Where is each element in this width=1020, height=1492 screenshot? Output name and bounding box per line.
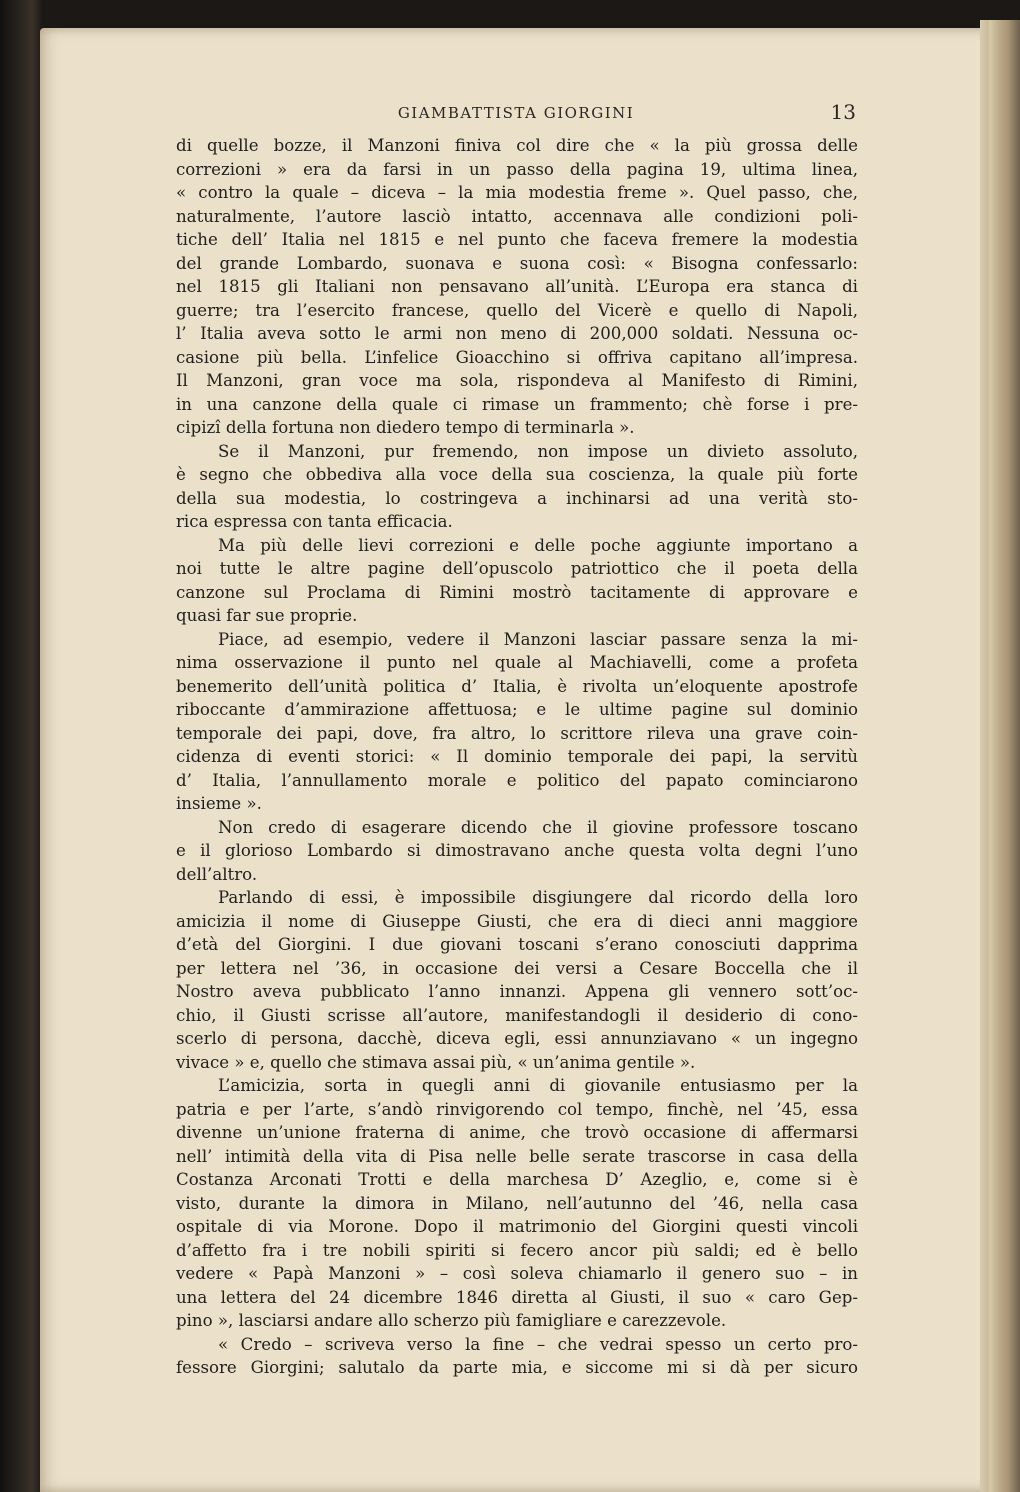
text-line: fessore Giorgini; salutalo da parte mia, e siccome mi si dà per sicuro bbox=[176, 1358, 858, 1377]
text-line: guerre; tra l’esercito francese, quello del Vicerè e quello di Napoli, bbox=[176, 300, 858, 320]
text-line: della sua modestia, lo costringeva a inchinarsi ad una verità sto- bbox=[176, 488, 858, 508]
text-line: l’ Italia aveva sotto le armi non meno di 200,000 soldati. Nessuna oc- bbox=[176, 324, 858, 343]
text-line: canzone sul Proclama di Rimini mostrò tacitamente di approvare e bbox=[176, 582, 858, 602]
text-line: divenne un’unione fraterna di anime, che trovò occasione di affermarsi bbox=[176, 1123, 858, 1142]
text-line: cipizî della fortuna non diedero tempo di terminarla ». bbox=[176, 418, 635, 437]
text-line: vedere « Papà Manzoni » – così soleva chiamarlo il genero suo – in bbox=[176, 1264, 858, 1283]
text-line: Nostro aveva pubblicato l’anno innanzi. Appena gli vennero sott’oc- bbox=[176, 982, 858, 1001]
text-line: naturalmente, l’autore lasciò intatto, accennava alle condizioni poli- bbox=[176, 206, 858, 226]
text-line: per lettera nel ’36, in occasione dei versi a Cesare Boccella che il bbox=[176, 958, 858, 978]
text-line: Piace, ad esempio, vedere il Manzoni lasciar passare senza la mi- bbox=[218, 629, 858, 649]
text-line: noi tutte le altre pagine dell’opuscolo patriottico che il poeta della bbox=[176, 559, 858, 578]
running-title: GIAMBATTISTA GIORGINI bbox=[397, 104, 635, 122]
text-line: correzioni » era da farsi in un passo della pagina 19, ultima linea, bbox=[176, 159, 858, 179]
page-edge-stack bbox=[980, 20, 1020, 1492]
text-line: temporale dei papi, dove, fra altro, lo scrittore rileva una grave coin- bbox=[176, 723, 858, 743]
text-line: nell’ intimità della vita di Pisa nelle belle serate trascorse in casa della bbox=[176, 1146, 858, 1166]
text-line: Se il Manzoni, pur fremendo, non impose un divieto assoluto, bbox=[218, 441, 858, 461]
text-line: riboccante d’ammirazione affettuosa; e le ultime pagine sul dominio bbox=[176, 700, 858, 719]
text-line: rica espressa con tanta efficacia. bbox=[176, 512, 453, 531]
text-line: insieme ». bbox=[176, 794, 262, 813]
text-line: Costanza Arconati Trotti e della marchesa D’ Azeglio, e, come si è bbox=[176, 1170, 858, 1189]
text-line: patria e per l’arte, s’andò rinvigorendo col tempo, finchè, nel ’45, essa bbox=[176, 1099, 858, 1119]
text-line: tiche dell’ Italia nel 1815 e nel punto che faceva fremere la modestia bbox=[176, 230, 858, 249]
text-line: del grande Lombardo, suonava e suona così: « Bisogna confessarlo: bbox=[176, 253, 858, 273]
text-line: chio, il Giusti scrisse all’autore, manifestandogli il desiderio di cono- bbox=[176, 1005, 858, 1025]
text-line: d’età del Giorgini. I due giovani toscani s’erano conosciuti dapprima bbox=[176, 935, 858, 954]
text-line: nima osservazione il punto nel quale al Machiavelli, come a profeta bbox=[176, 653, 858, 672]
text-line: « contro la quale – diceva – la mia modestia freme ». Quel passo, che, bbox=[176, 183, 858, 202]
text-line: pino », lasciarsi andare allo scherzo più famigliare e carezzevole. bbox=[176, 1311, 727, 1330]
text-line: Parlando di essi, è impossibile disgiungere dal ricordo della loro bbox=[218, 888, 858, 907]
text-line: benemerito dell’unità politica d’ Italia, è rivolta un’eloquente apostrofe bbox=[176, 676, 858, 696]
text-line: nel 1815 gli Italiani non pensavano all’unità. L’Europa era stanca di bbox=[176, 277, 858, 296]
text-line: di quelle bozze, il Manzoni finiva col dire che « la più grossa delle bbox=[176, 136, 858, 155]
page-header bbox=[176, 100, 856, 130]
text-line: ospitale di via Morone. Dopo il matrimonio del Giorgini questi vincoli bbox=[176, 1217, 858, 1236]
page-number: 13 bbox=[830, 100, 856, 124]
text-line: d’ Italia, l’annullamento morale e politico del papato cominciarono bbox=[176, 770, 858, 790]
text-line: L’amicizia, sorta in quegli anni di giovanile entusiasmo per la bbox=[218, 1076, 858, 1095]
text-line: amicizia il nome di Giuseppe Giusti, che era di dieci anni maggiore bbox=[176, 911, 858, 931]
text-line: scerlo di persona, dacchè, diceva egli, essi annunziavano « un ingegno bbox=[176, 1029, 858, 1048]
text-line: è segno che obbediva alla voce della sua coscienza, la quale più forte bbox=[176, 465, 858, 484]
text-line: e il glorioso Lombardo si dimostravano anche questa volta degni l’uno bbox=[176, 841, 858, 860]
text-line: Ma più delle lievi correzioni e delle poche aggiunte importano a bbox=[218, 535, 858, 555]
text-line: una lettera del 24 dicembre 1846 diretta al Giusti, il suo « caro Gep- bbox=[176, 1287, 858, 1307]
text-line: Non credo di esagerare dicendo che il giovine professore toscano bbox=[218, 817, 858, 837]
text-line: d’affetto fra i tre nobili spiriti si fecero ancor più saldi; ed è bello bbox=[176, 1240, 858, 1260]
text-line: dell’altro. bbox=[176, 864, 258, 884]
text-line: casione più bella. L’infelice Gioacchino si offriva capitano all’impresa. bbox=[176, 347, 858, 367]
text-line: visto, durante la dimora in Milano, nell’autunno del ’46, nella casa bbox=[176, 1193, 858, 1213]
text-line: quasi far sue proprie. bbox=[176, 606, 358, 625]
text-line: vivace » e, quello che stimava assai più, « un’anima gentile ». bbox=[176, 1052, 696, 1072]
text-line: « Credo – scriveva verso la fine – che vedrai spesso un certo pro- bbox=[218, 1334, 858, 1354]
text-line: cidenza di eventi storici: « Il dominio temporale dei papi, la servitù bbox=[176, 747, 858, 766]
text-line: in una canzone della quale ci rimase un frammento; chè forse i pre- bbox=[176, 394, 858, 414]
text-line: Il Manzoni, gran voce ma sola, rispondeva al Manifesto di Rimini, bbox=[176, 371, 858, 390]
body-text bbox=[176, 134, 858, 1380]
